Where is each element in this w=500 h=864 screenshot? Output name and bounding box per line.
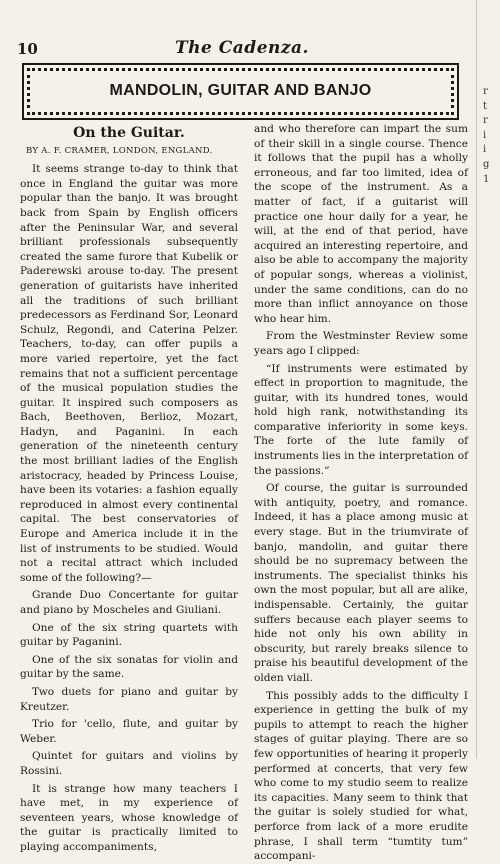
paragraph: One of the six string quartets with guitar by Paganini.	[20, 621, 238, 649]
paragraph: This possibly adds to the difficulty I experience in getting the bulk of my pupils to attempt to reach the higher stages of guitar playing. There are so few opportunities of hearing it properly performed at concerts, that very few who come to my studio seem to realize its capacities. Many seem to think that the guitar is solely studied for what, perforce from lack of a more erudite phrase, I shall term “tumtity tum” accompani-	[254, 689, 468, 863]
fragment-char: i	[483, 129, 487, 141]
page-number: 10	[17, 40, 38, 58]
section-banner	[22, 63, 459, 120]
quote-paragraph: “If instruments were estimated by effect in proportion to magnitude, the guitar, with its hundred tones, would hold high rank, notwithstanding its comparative inferiority in some keys. The forte of the lute family of instruments lies in the interpretation of the passions.”	[254, 362, 468, 477]
paragraph: One of the six sonatas for violin and guitar by the same.	[20, 653, 238, 681]
paragraph: It seems strange to-day to think that once in England the guitar was more popular than the banjo. It was brought back from Spain by English officers after the Peninsular War, and several brilliant professionals subsequently created the same furore that Kubelik or Paderewski arouse to-day. The present generation of guitarists have inherited all the traditions of such brilliant predecessors as Ferdinand Sor, Leonard Schulz, Regondi, and Caterina Pelzer. Teachers, to-day, can offer pupils a more varied repertoire, yet the fact remains that not a sufficient percentage of the musical population studies the guitar. It inspired such composers as Bach, Beethoven, Berlioz, Mozart, Hadyn, and Paganini. In each generation of the nineteenth century the most brilliant ladies of the English aristocracy, headed by Princess Louise, have been its votaries: a fashion equally reproduced in almost every continental capital. The best conservatories of Europe and America include it in the list of instruments to be studied. Would not a recital attract which included some of the following?—	[20, 163, 238, 584]
paragraph: Two duets for piano and guitar by Kreutzer.	[20, 685, 238, 713]
paragraph: Quintet for guitars and violins by Rossini.	[20, 750, 238, 777]
fragment-char: 1	[483, 173, 490, 185]
magazine-title: The Cadenza.	[175, 38, 309, 58]
article-column-1	[20, 122, 238, 855]
fragment-char: i	[483, 144, 487, 156]
paragraph: It is strange how many teachers I have met, in my experience of seventeen years, whose knowledge of the guitar is practically limited to playing accompaniments,	[20, 782, 238, 853]
adjacent-page-fragment	[483, 85, 500, 685]
fragment-char: r	[483, 86, 488, 97]
article-column-2	[254, 122, 468, 864]
fragment-char: r	[483, 115, 488, 127]
fragment-char: t	[483, 100, 488, 112]
paragraph: Grande Duo Concertante for guitar and piano by Moscheles and Giuliani.	[20, 589, 238, 616]
paragraph: and who therefore can impart the sum of their skill in a single course. Thence it follows that the pupil has a wholly erroneous, and far too limited, idea of the scope of the instrument. As a matter of fact, if a guitarist will practice one hour daily for a year, he will, at the end of that period, have acquired an interesting repertoire, and also be able to accompany the majority of popular songs, whereas a violinist, under the same conditions, can do no more than inflict annoyance on those who hear him.	[254, 123, 468, 325]
fragment-char: g	[483, 158, 490, 170]
article-byline: BY A. F. CRAMER, LONDON, ENGLAND.	[26, 145, 213, 156]
paragraph: Of course, the guitar is surrounded with antiquity, poetry, and romance. Indeed, it has a place among music at every stage. But in the triumvirate of banjo, mandolin, and guitar there should be no supremacy between the instruments. The specialist thinks his own the most popular, but all are alike, indispensable. Certainly, the guitar suffers because each player seems to hide not only his own ability in obscurity, but rarely breaks silence to praise his beautiful development of the olden viall.	[254, 482, 468, 684]
paragraph: Trio for 'cello, flute, and guitar by Weber.	[20, 718, 238, 745]
article-title: On the Guitar.	[73, 125, 185, 141]
paragraph: From the Westminster Review some years ago I clipped:	[254, 330, 468, 357]
page-gutter-rule	[476, 0, 477, 759]
section-heading: MANDOLIN, GUITAR AND BANJO	[109, 82, 372, 99]
